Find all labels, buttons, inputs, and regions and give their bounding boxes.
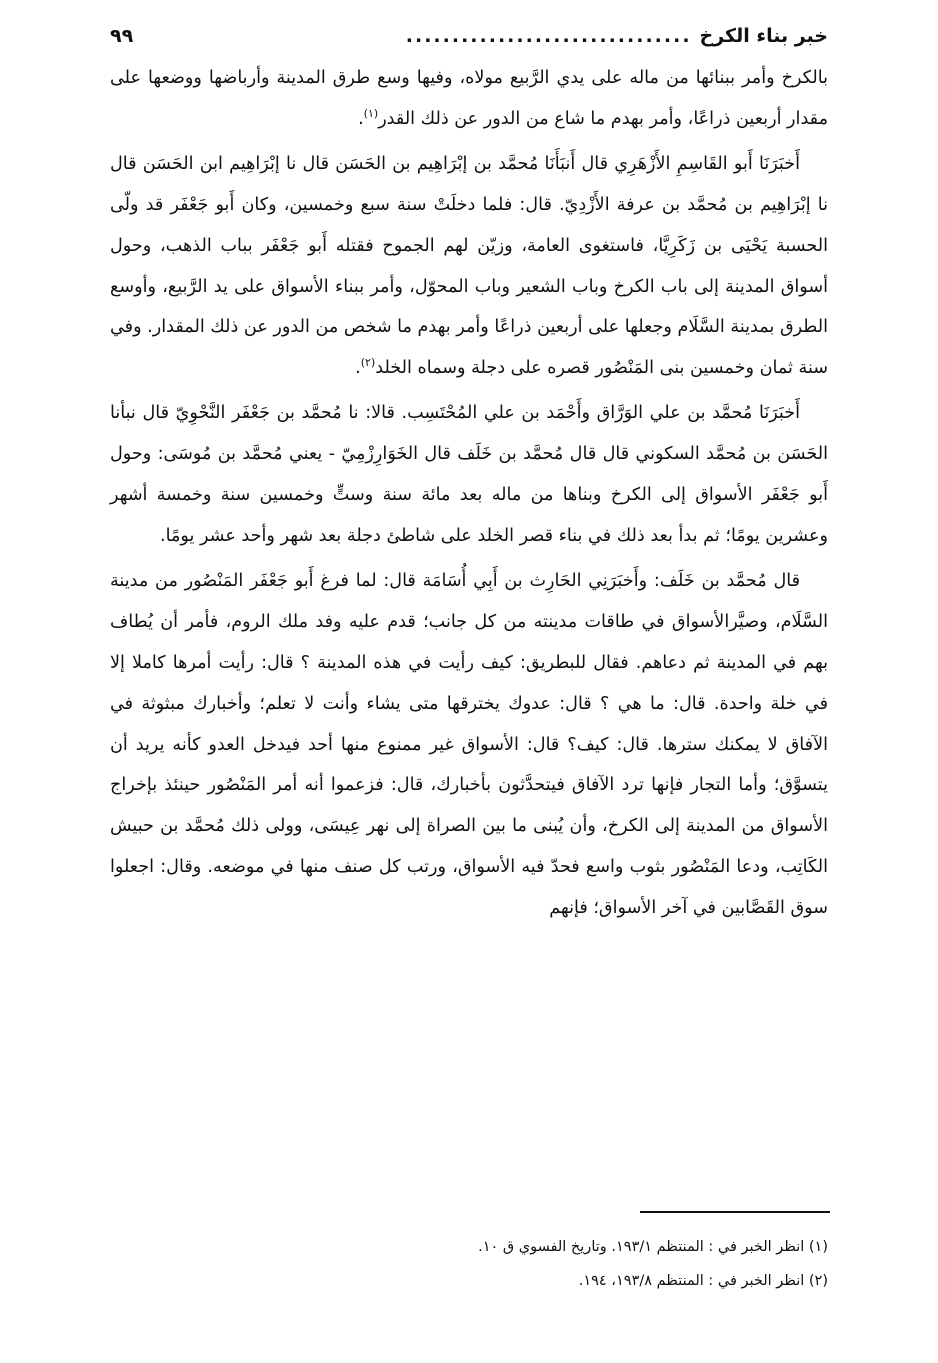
running-title: خبر بناء الكرخ xyxy=(699,25,828,47)
footnote-2: (٢) انظر الخبر في : المنتظم ١٩٣/٨، ١٩٤. xyxy=(578,1273,828,1289)
paragraph-4 xyxy=(110,561,828,929)
paragraph-tail: . xyxy=(355,358,361,379)
footnote-reference: (١) xyxy=(363,107,379,121)
paragraph-text: قال مُحمَّد بن خَلَف: وأَخبَرَنِي الحَارِث بن أَبِي أُسَامَة قال: لما فرغ أَبو جَعْفَر المَنْصُور من مدينة السَّلَام، وصيَّرالأسواق في طاقات مدينته من كل جانب؛ قدم عليه وفد ملك الروم، فأمر أن يُطاف بهم في المدينة ثم دعاهم. فقال للبطريق: كيف رأيت في هذه المدينة ؟ قال: رأيت أمرها كاملا إلا في خلة واحدة. قال: ما هي ؟ قال: عدوك يخترقها متى يشاء وأنت لا تعلم؛ وأخبارك مبثوثة في الآفاق لا يمكنك سترها. قال: كيف؟ قال: الأسواق غير ممنوع منها أحد فيدخل العدو كأنه يريد أن يتسوَّق؛ وأما التجار فإنها ترد الآفاق فيتحدَّثون بأخبارك، قال: فزعموا أنه أمر المَنْصُور حينئذ بإخراج الأسواق من المدينة إلى الكرخ، وأن يُبنى ما بين الصراة إلى نهر عِيسَى، وولى ذلك مُحمَّد بن حبيش الكَاتِب، ودعا المَنْصُور بثوب واسع فحدّ فيه الأسواق، ورتب كل صنف منها في موضعه. وقال: اجعلوا سوق القَصَّابين في آخر الأسواق؛ فإنهم xyxy=(110,570,828,919)
paragraph-text: أَخبَرَنَا أَبو القَاسِمِ الأَزْهَرِي قال أَنبَأَنَا مُحمَّد بن إبْرَاهِيم بن الحَسَن قال نا إبْرَاهِيم ابن الحَسَن قال نا إبْرَاهِيم بن مُحمَّد بن عرفة الأَزْدِيّ. قال: فلما دخلَتْ سنة سبع وخمسين، وكان أَبو جَعْفَر قد ولّى الحسبة يَحْيَى بن زَكَرِيَّا، فاستغوى العامة، وزيّن لهم الجموح فقتله أَبو جَعْفَر بباب الذهب، وحول أسواق المدينة إلى باب الكرخ وباب الشعير وباب المحوّل، وأمر ببناء الأسواق على يد الرَّبيع، وأوسع الطرق بمدينة السَّلَام وجعلها على أربعين ذراعًا وأمر بهدم ما شخص من الدور عن ذلك المقدار. وفي سنة ثمان وخمسين بنى المَنْصُور قصره على دجلة وسماه الخلد xyxy=(110,153,828,379)
page-header xyxy=(110,16,828,56)
leader-dots: ............................... xyxy=(405,25,692,47)
paragraph-3 xyxy=(110,393,828,557)
paragraph-2 xyxy=(110,144,828,389)
paragraph-1 xyxy=(110,58,828,140)
footnotes xyxy=(110,1230,828,1298)
footnote-divider xyxy=(640,1211,830,1213)
footnote-reference: (٢) xyxy=(360,356,376,370)
paragraph-tail: . xyxy=(358,108,364,129)
paragraph-text: أَخبَرَنَا مُحمَّد بن علي الوَرَّاق وأَحْمَد بن علي المُحْتَسِب. قالا: نا مُحمَّد بن جَعْفَر النَّحْوِيّ قال نبأنا الحَسَن بن مُحمَّد السكوني قال قال مُحمَّد بن خَلَف قال الخَوَارِزْمِيّ - يعني مُحمَّد بن مُوسَى: وحول أَبو جَعْفَر الأسواق إلى الكرخ وبناها من ماله بعد مائة سنة وستٍّ وخمسين سنة وخمسة أشهر وعشرين يومًا؛ ثم بدأ بعد ذلك في بناء قصر الخلد على شاطئ دجلة بعد شهر وأحد عشر يومًا. xyxy=(110,403,828,546)
body-text xyxy=(110,58,828,933)
page-number: ٩٩ xyxy=(110,25,134,47)
footnote-1: (١) انظر الخبر في : المنتظم ١٩٣/١. وتاريخ الفسوي ق ١٠. xyxy=(478,1239,828,1255)
paragraph-text: بالكرخ وأمر ببنائها من ماله على يدي الرَّبيع مولاه، وفيها وسع طرق المدينة وأرباضها ووضعها على مقدار أربعين ذراعًا، وأمر بهدم ما شاع من الدور عن ذلك القدر xyxy=(110,68,828,129)
